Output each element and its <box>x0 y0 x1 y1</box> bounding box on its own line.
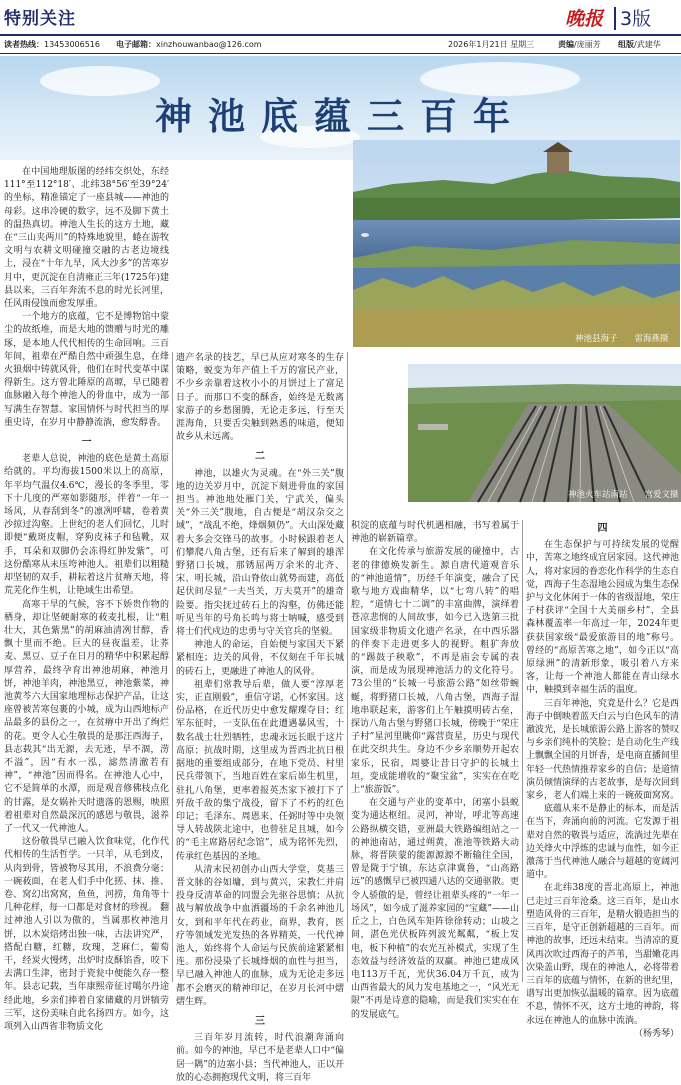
editor: 责编/庞丽芳 <box>558 40 601 49</box>
article-paragraph: 神池人的命运，自始便与家国天下紧紧相连；边关的风骨，不仅刻在千年长城的砖石上，更融进了神池人的风骨。 <box>176 640 344 677</box>
section-heading-four: 四 <box>597 523 608 534</box>
article-paragraph: 在交通与产业的变革中，闭塞小县蜕变为通达枢纽。灵河，神岢，呼北等高速公路纵横交错，亚洲最大铁路编组站之一的神池南站，通过朔黄，准池等铁路大动脉，将晋陕蒙的能源源源不断输往全国，曾是陇于宁镇，东达京津冀鲁，“山高路远”的感慨早已被四通八达的交通驱散。更令人骄傲的是，曾经让祖辈头疼的“一年一场风”，如今成了滋养家园的“宝藏”——山丘之上，白色风车矩阵徐徐转动；山坡之间，湛色光伏板阵列波光粼粼，“板上发电，板下种植”的农光互补模式，实现了生态效益与经济效益的双赢。神池已建成风电113万千瓦，光伏36.04万千瓦，成为山西省最大的风力发电基地之一，“风光无限”不再是诗意的隐喻，而是我们实实在在的发展底气。 <box>351 798 519 1020</box>
article-paragraph: 底蕴从来不是静止的标本，而是活在当下，奔涌向前的河流。它发源于祖辈对自然的敬畏与适应，流淌过先辈在边关烽火中浮炼的忠诚与血性，如今正激荡于当代神池人融合与超越的宽阔河道中。 <box>526 804 680 881</box>
article-column-4 <box>526 520 680 1039</box>
article-column-2 <box>176 352 344 1083</box>
article-paragraph: 在北纬38度的晋北高原上，神池已走过三百年沧桑。这三百年，是山水塑造风骨的三百年，是精火锻造担当的三百年，是守正创新超越的三百年。而神池的故事，还远未结束。当清凉的夏风再次吹过西海子的芦苇，当甜嫩花再次染盖山野，现在的神池人，必将带着三百年的底蕴与情怀，在新的世纪里，谱写出更加恢弘温暖的篇章。因为底蕴不息，情怀不灭，这方土地的神韵，将永远在神池人的血脉中流淌。 <box>526 883 680 1026</box>
newspaper-logo: 晚报 <box>565 8 604 30</box>
article-column-1 <box>4 166 169 1032</box>
page-number: 3版 <box>620 8 652 30</box>
article-paragraph: 在生态保护与可持续发展的觉醒中，苦寒之地终成宜居家园。这代神池人，将对家园的眷恋化作科学的生态自觉，西海子生态湿地公园成为集生态保护与文化休闲于一体的省级湿地，荣庄子村获评“全国十大美丽乡村”，全县森林覆盖率一年高过一年，2024年更获获国家级“最爱旅游目的地”称号。曾经的“高原苦寒之地”，如今正以“高原绿洲”的清新形象，吸引着八方来客，让每一个神池人都能在青山绿水中，触摸到幸福生活的温度。 <box>526 540 680 696</box>
article-paragraph: 三百年神池，究竟是什么？它是西海子中倒映着蓝天白云与白色风车的清澈波光，是长城旅游公路上游客的赞叹与乡亲们纯朴的笑脸；是自动化生产线上飘飘全国的月饼香，是电商直播间里年轻一代热情推荐家乡的自信；是道情演员倾情演绎的古老故事，是每次回到家乡，老人们端上来的一碗莜面窝窝。 <box>526 698 680 802</box>
article-paragraph: 三百年岁月流转，时代浪潮奔涌向前。如今的神池，早已不是老辈人口中“偏居一隅”的边塞小县；当代神池人，正以开放的心态拥抱现代文明，将三百年 <box>176 1033 344 1083</box>
article-paragraph: 在中国地理版图的经纬交织处，东经111°至112°18′、北纬38°56′至39°24′的坐标，精准锚定了一座县城——神池的母彩。这串冷硬的数字，远不及脚下黄土的温热真切。神池人生长的这方土地，藏在“三山夹两川”的特殊地貌里，蜷在游牧文明与农耕文明碰撞交融的古老边境线上，浸在“十年九旱，风大沙多”的苦寒岁月中，更沉淀在自清雍正三年(1725年)建县以来，三百年奔流不息的时光长河里，任风雨侵蚀而愈发厚重。 <box>4 167 169 310</box>
info-rule <box>0 53 681 54</box>
column-divider <box>347 352 348 982</box>
article-column-3 <box>351 520 519 1020</box>
email[interactable]: 电子邮箱：xinzhouwanbao@126.com <box>116 40 262 49</box>
article-paragraph: 在文化传承与旅游发展的碰撞中，古老的律德焕发新生。源自唐代道观音乐的“神池道情”，历经千年演变，融合了民歌与地方戏曲精华，以“七弯八转”的唱腔，“道情七十二调”的丰富曲牌，演绎着苍凉悲悯的人间故事，如今已入选第三批国家级非物质文化遗产名录，在中西乐器的伴奏下走进更多人的视野。粗犷奔放的“踢鼓子秧歌”，不再是庙会专属的表演，而是成为展现神池活力的文化符号。73公里的“长城一号旅游公路”如丝带蜿蜒，将野猪口长城，八角古堡，西海子湿地串联起来，游客们上午触摸明砖古垒，探访八角古堡与野猪口长城，傍晚于“荣庄子村”星河里眺仰“露营资星，历史与现代在此交织共生。身边不少乡亲顺势开起农家乐，民宿，周婆让昔日守护的长城土垣，变成能增收的“聚宝盆”，实实在在吃上“旅游饭”。 <box>351 547 519 796</box>
article-paragraph: 神池，以雄火为灵魂。在“外三关”腹地的边关岁月中，沉淀下刻进骨血的家国担当。神池地处雁门关，宁武关，偏头关“外三关”腹地，自古便是“胡汉杂交之域”，“战乱不绝，烽烟频仍”。大山深处藏着大多会交锋马的故事。小时候跟着老人们攀爬八角古堡，还有后来了解到的雄浑野猪口长城，那锈屈两万余米的北齐、宋、明长城，沿山脊依山就势而建，高低起伏间尽显“一夫当关，万夫莫开”的雄奇险要。指尖抚过砖石上的沟壑，仿佛还能听见当年的号角长鸣与将士呐喊，感受到将士们代戍边的忠勇与守关官兵的坚毅。 <box>176 468 344 638</box>
article-paragraph: 积淀的底蕴与时代机遇相融，书写着属于神池的崭新篇章。 <box>351 521 519 545</box>
article-paragraph: 老辈人总说，神池的底色是黄土高原给就的。平均海拔1500米以上的高原，年平均气温仅4.6℃，漫长的冬季里，零下十几度的严寒如影随形，伴着“一年一场风，从春刮到冬”的凛冽呼啸，卷着黄沙掠过沟壑。上世纪的老人们回忆，儿时即便“戴斑皮帽，穿狗皮袜子和毡靴，双手，耳朵和双脚仍会冻得红肿发紫”，可这份酷寒从未压垮神池人。祖辈们以粗糙却坚韧的双手，耕耘着这片贫瘠天地，将荒芜化作生机，让艳域生出希望。 <box>4 454 169 597</box>
article-paragraph: 祖辈们常教导后辈，做人要“淳厚老实，正直刚毅”，重信守诺，心怀家国。这份品格，在近代历史中愈发耀璨夺目；红军东征时，一支队伍在此遭遇暴风雪，十数名战士壮烈牺牲，忠魂永远长眠于这片高原；抗战时期，这里成为晋西北抗日根据地的重要组成部分，在地下党员、村里民兵带领下，当地百姓在家后峁生机里，驻扎八角堡，更率着报英杰家下被打下了歼敌千敌的集宁战役，留下了不朽的红色印记；毛泽东、周恩来、任弼时等中央领导人转战陕北途中，也曾驻足且城，如今的“毛主席路居纪念馆”，成为铭怀先烈，传承红色基因的圣地。 <box>176 679 344 862</box>
info-bar <box>0 38 681 52</box>
section-heading-one: 一 <box>81 437 92 449</box>
section-heading-three: 三 <box>255 1015 265 1027</box>
article-paragraph: 遗产名录的技艺，早已从应对寒冬的生存策略，蜕变为年产值上千万的富民产业，不少乡亲靠着这枚小小的月饼过上了富足日子。而那口不变的酥香，始终是无数离家游子的乡愁图腾，无论走多远，行至天涯海角，只要舌尖触到熟悉的味道，便知故乡从未远离。 <box>176 353 344 443</box>
lake-photo-image <box>353 140 680 347</box>
column-divider <box>172 352 173 982</box>
section-title: 特别关注 <box>4 9 76 29</box>
column-divider <box>522 520 523 982</box>
article-paragraph: 从清末民初创办山西大学堂，莫基三晋文脉的谷如墉，到与黄兴，宋教仁并肩投身反清革命的同盟会先驱谷思慎；从抗战与解放战争中血洒疆场的千余名神池儿女，到和平年代在药业，商界，教育，医疗等领域发光发热的各界精英，一代代神池人，始终将个人命运与民族前途紧紧相连。那份浸染了长城烽烟的血性与担当，早已融入神池人的血脉，成为无论走多远都不会磨灭的精神印记，在岁月长河中熠熠生辉。 <box>176 864 344 1007</box>
railway-photo-image <box>408 364 681 502</box>
article-paragraph: 一个地方的底蕴，它不是博物馆中蒙尘的故纸堆，而是大地的馈赠与时光的雕琢，是本地人代代相传的生命回响。三百年间，祖辈在严酷自然中顽强生息，在烽火狼烟中铸就风骨，他们在时代变革中谋得新生。这方曾北陲原的高塬，早已随着血脉融入每个神池人的骨血中，成为一部写满生存智慧、家国情怀与时代担当的厚重史诗，在岁月中静静流淌，愈发醇香。 <box>4 312 169 428</box>
railway-photo-caption: 神池火车站南站 宫爱文摄 <box>568 490 679 500</box>
article-paragraph: 这份敬畏早已融入饮食味觉，化作代代相传的生活哲学。一只羊，从毛到皮，从肉到骨，皆被物尽其用，不浪费分毫；一碗莜面，在老人们手中化搓、抹、推、卷、窝幻出窝窝，鱼鱼，河捞，角角等十几种花样，每一口都是对食材的珍视。 翻过神池人引以为傲的，当属那枚神池月饼，以木炭焙烤出独一味，古法讲究严，搭配白糖，红糖，玫瑰，芝麻仁，葡萄干，经炭火慢烤，出炉时皮酥馅香，咬下去满口生津，密封于瓷瓮中便能久存一整年。县志记载，当年康熙帝征讨噶尔丹途经此地，乡亲们捧着自家储藏的月饼犒劳三军，这份美味自此名扬四方。如今，这项列入山西省非物质文化 <box>4 837 169 1032</box>
section-heading-two: 二 <box>255 451 265 463</box>
issue-date: 2026年1月21日 星期三 <box>448 40 535 49</box>
author-byline: （杨秀琴） <box>633 1028 679 1039</box>
railway-photo <box>408 364 681 502</box>
headline: 神池底蕴三百年 <box>155 94 526 138</box>
article-paragraph: 高寒干旱的气候，容不下娇贵作物的栖身，却让坚硬耐寒的莜麦扎根，让“粗壮大，其色紫黑”的胡麻油清冽甘醇，香飘十里而不绝。巨大的昼夜温差，让荞麦、黑豆、豆子在日月的精华中积累起醇厚营养，最终孕育出神池胡麻，神池月饼，神池羊肉，神池黑豆，神池紫菜，神池黄芩六大国家地理标志保护产品，让这座曾被苦寒包裹的小城，成为山西地标产品最多的县份之一，在贫瘠中开出了绚烂的花。更令人心生敬畏的是那汪西海子，县志载其“出无源，去无迹，旱不涸，涝不溢”，因“有水一泓，滤然清澈若有神”，“神池”因而得名。在神池人心中，它不是简单的水潭，而是观音修佛枝点化的甘露，是女娲补天时遗落的恩赐，映照着祖辈对自然最深沉的感恩与敬畏，滋养了一代又一代神池人。 <box>4 599 169 834</box>
hotline: 读者热线：13453006516 <box>4 40 100 49</box>
layout-editor: 组版/武建华 <box>618 40 661 49</box>
page-header <box>0 0 681 36</box>
logo-divider <box>614 7 616 30</box>
header-rule <box>0 34 681 36</box>
lake-photo-caption: 神池县海子 雷海燕摄 <box>575 334 669 344</box>
lake-photo <box>353 140 680 347</box>
